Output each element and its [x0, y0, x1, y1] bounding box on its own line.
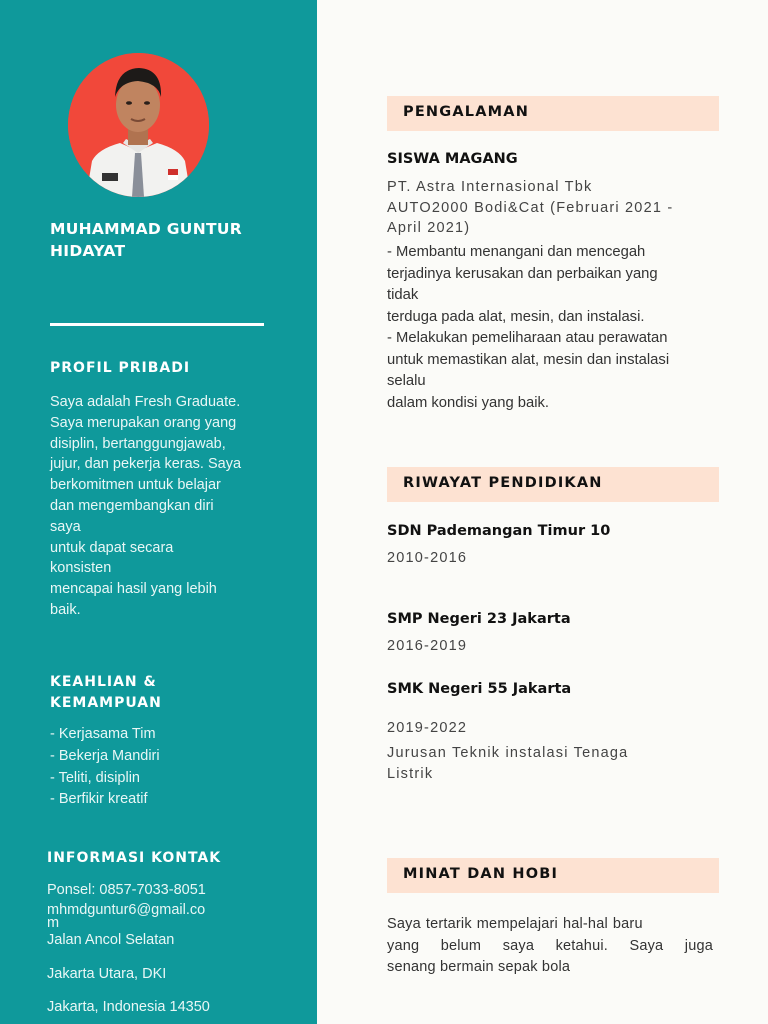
job-desc-line: selalu — [387, 373, 426, 389]
profile-photo — [68, 53, 209, 197]
job-desc-line: tidak — [387, 287, 419, 303]
hobby-word: belum — [440, 937, 482, 954]
about-line: baik. — [50, 601, 81, 618]
contact-address-line: Jakarta, Indonesia 14350 — [47, 999, 210, 1015]
school-years: 2010-2016 — [387, 550, 468, 566]
school-name: SMK Negeri 55 Jakarta — [387, 681, 572, 697]
job-desc-line: terduga pada alat, mesin, dan instalasi. — [387, 308, 645, 325]
about-line: saya — [50, 518, 81, 535]
job-title: SISWA MAGANG — [387, 151, 518, 167]
hobby-word: yang — [387, 937, 420, 954]
main-content — [317, 0, 768, 1024]
contact-phone: Ponsel: 0857-7033-8051 — [47, 882, 206, 898]
hobbies-text — [387, 914, 713, 979]
sidebar — [0, 0, 317, 1024]
skills-heading-line: KEAHLIAN & — [50, 674, 157, 690]
job-company-line: AUTO2000 Bodi&Cat (Februari 2021 - — [387, 199, 674, 216]
school-years: 2019-2022 — [387, 720, 468, 736]
contact-email[interactable] — [47, 904, 205, 930]
school-name: SDN Pademangan Timur 10 — [387, 523, 611, 539]
person-name-line: HIDAYAT — [50, 242, 126, 260]
job-company — [387, 177, 673, 239]
job-desc-line: - Melakukan pemeliharaan atau perawatan — [387, 330, 668, 346]
contact-email-line: m — [47, 915, 60, 931]
hobby-word: baru — [612, 916, 643, 932]
skills-heading — [50, 672, 162, 714]
sidebar-divider — [50, 323, 264, 326]
hobby-line — [387, 936, 713, 958]
experience-section-bar — [387, 96, 719, 131]
school-major — [387, 743, 628, 784]
education-heading: RIWAYAT PENDIDIKAN — [403, 475, 603, 491]
school-name: SMP Negeri 23 Jakarta — [387, 611, 571, 627]
job-desc-line: untuk memastikan alat, mesin dan instalasi — [387, 351, 670, 368]
job-description — [387, 242, 669, 414]
about-line: dan mengembangkan diri — [50, 497, 214, 514]
hobby-line — [387, 914, 713, 936]
contact-address-line: Jakarta Utara, DKI — [47, 966, 167, 982]
about-line: untuk dapat secara — [50, 539, 174, 556]
person-name — [50, 218, 280, 262]
about-line: berkomitmen untuk belajar — [50, 477, 221, 494]
about-line: Saya merupakan orang yang — [50, 414, 237, 431]
hobby-word: mempelajari — [476, 916, 558, 932]
person-name-line: MUHAMMAD GUNTUR — [50, 220, 242, 238]
skill-item: - Kerjasama Tim — [50, 726, 156, 742]
hobby-word: tertarik — [425, 916, 472, 932]
hobby-word: juga — [684, 937, 713, 954]
about-line: jujur, dan pekerja keras. Saya — [50, 456, 242, 473]
about-line: disiplin, bertanggungjawab, — [50, 435, 226, 452]
skills-heading-line: KEMAMPUAN — [50, 695, 162, 711]
skills-list — [50, 724, 160, 811]
hobby-word: Saya — [629, 937, 664, 954]
hobby-line: senang bermain sepak bola — [387, 959, 571, 975]
contact-heading: INFORMASI KONTAK — [47, 850, 222, 866]
about-heading: PROFIL PRIBADI — [50, 360, 191, 376]
hobby-word: ketahui. — [555, 937, 608, 954]
job-desc-line: - Membantu menangani dan mencegah — [387, 244, 646, 260]
hobby-word: saya — [502, 937, 535, 954]
education-section-bar — [387, 467, 719, 502]
skill-item: - Berfikir kreatif — [50, 791, 148, 808]
job-desc-line: terjadinya kerusakan dan perbaikan yang — [387, 265, 658, 282]
job-company-line: April 2021) — [387, 220, 471, 236]
school-major-line: Listrik — [387, 765, 434, 782]
about-line: konsisten — [50, 560, 112, 577]
hobbies-heading: MINAT DAN HOBI — [403, 866, 559, 882]
experience-heading: PENGALAMAN — [403, 104, 530, 120]
job-desc-line: dalam kondisi yang baik. — [387, 394, 550, 411]
skill-item: - Bekerja Mandiri — [50, 747, 160, 764]
person-portrait-icon — [68, 53, 209, 197]
about-line: Saya adalah Fresh Graduate. — [50, 394, 241, 410]
hobbies-section-bar — [387, 858, 719, 893]
skill-item: - Teliti, disiplin — [50, 769, 140, 786]
contact-address-line: Jalan Ancol Selatan — [47, 932, 175, 948]
school-years: 2016-2019 — [387, 638, 468, 654]
about-line: mencapai hasil yang lebih — [50, 581, 217, 598]
about-text — [50, 392, 241, 621]
school-major-line: Jurusan Teknik instalasi Tenaga — [387, 745, 629, 761]
hobby-word: Saya — [387, 916, 421, 932]
hobby-word: hal-hal — [562, 916, 608, 932]
contact-email-line: mhmdguntur6@gmail.co — [47, 902, 206, 918]
job-company-line: PT. Astra Internasional Tbk — [387, 179, 593, 195]
